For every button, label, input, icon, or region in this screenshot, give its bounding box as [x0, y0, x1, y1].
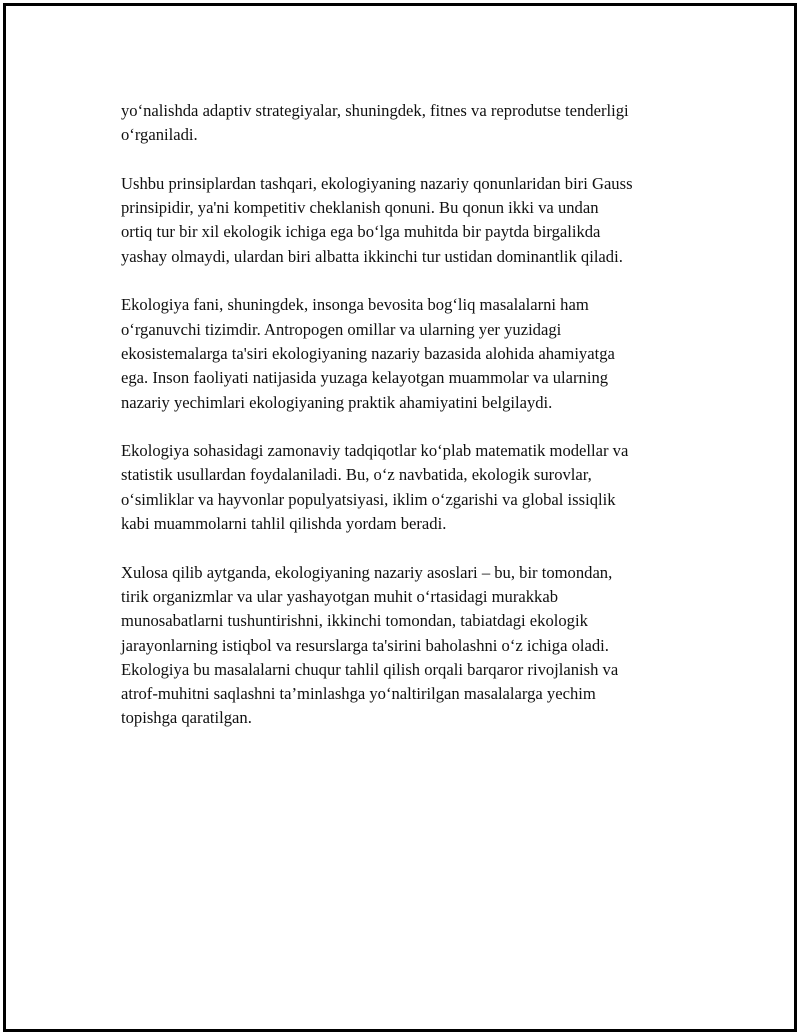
paragraph — [121, 99, 711, 148]
text-line: kabi muammolarni tahlil qilishda yordam beradi. — [121, 514, 447, 534]
text-line: Ekologiya bu masalalarni chuqur tahlil qilish orqali barqaror rivojlanish va — [121, 659, 619, 679]
page-frame — [3, 3, 797, 1032]
text-line: ekosistemalarga ta'siri ekologiyaning nazariy bazasida alohida ahamiyatga — [121, 343, 615, 363]
paragraph — [121, 293, 711, 414]
text-line: Xulosa qilib aytganda, ekologiyaning nazariy asoslari – bu, bir tomondan, — [121, 562, 613, 582]
text-line: jarayonlarning istiqbol va resurslarga ta'sirini baholashni o‘z ichiga oladi. — [121, 635, 609, 655]
document-body — [121, 99, 711, 755]
text-line: Ekologiya fani, shuningdek, insonga bevosita bog‘liq masalalarni ham — [121, 295, 589, 315]
text-line: ortiq tur bir xil ekologik ichiga ega bo‘lga muhitda bir paytda birgalikda — [121, 222, 601, 242]
text-line: nazariy yechimlari ekologiyaning praktik ahamiyatini belgilaydi. — [121, 392, 553, 412]
text-line: Ekologiya sohasidagi zamonaviy tadqiqotlar ko‘plab matematik modellar va — [121, 441, 629, 461]
text-line: ega. Inson faoliyati natijasida yuzaga kelayotgan muammolar va ularning — [121, 368, 609, 388]
text-line: Ushbu prinsiplardan tashqari, ekologiyaning nazariy qonunlaridan biri Gauss — [121, 173, 633, 193]
text-line: o‘rganuvchi tizimdir. Antropogen omillar va ularning yer yuzidagi — [121, 319, 562, 339]
text-line: topishga qaratilgan. — [121, 708, 252, 728]
text-line: o‘rganiladi. — [121, 125, 198, 145]
text-line: yo‘nalishda adaptiv strategiyalar, shuningdek, fitnes va reprodutse tenderligi — [121, 101, 629, 120]
text-line: tirik organizmlar va ular yashayotgan muhit o‘rtasidagi murakkab — [121, 586, 558, 606]
paragraph — [121, 439, 711, 536]
text-line: o‘simliklar va hayvonlar populyatsiyasi, iklim o‘zgarishi va global issiqlik — [121, 489, 616, 509]
paragraph — [121, 172, 711, 269]
text-line: atrof-muhitni saqlashni ta’minlashga yo‘naltirilgan masalalarga yechim — [121, 684, 596, 704]
text-line: prinsipidir, ya'ni kompetitiv cheklanish qonuni. Bu qonun ikki va undan — [121, 198, 599, 218]
text-line: yashay olmaydi, ulardan biri albatta ikkinchi tur ustidan dominantlik qiladi. — [121, 246, 623, 266]
text-line: munosabatlarni tushuntirishni, ikkinchi tomondan, tabiatdagi ekologik — [121, 611, 588, 631]
paragraph — [121, 561, 711, 731]
text-line: statistik usullardan foydalaniladi. Bu, o‘z navbatida, ekologik surovlar, — [121, 465, 592, 485]
